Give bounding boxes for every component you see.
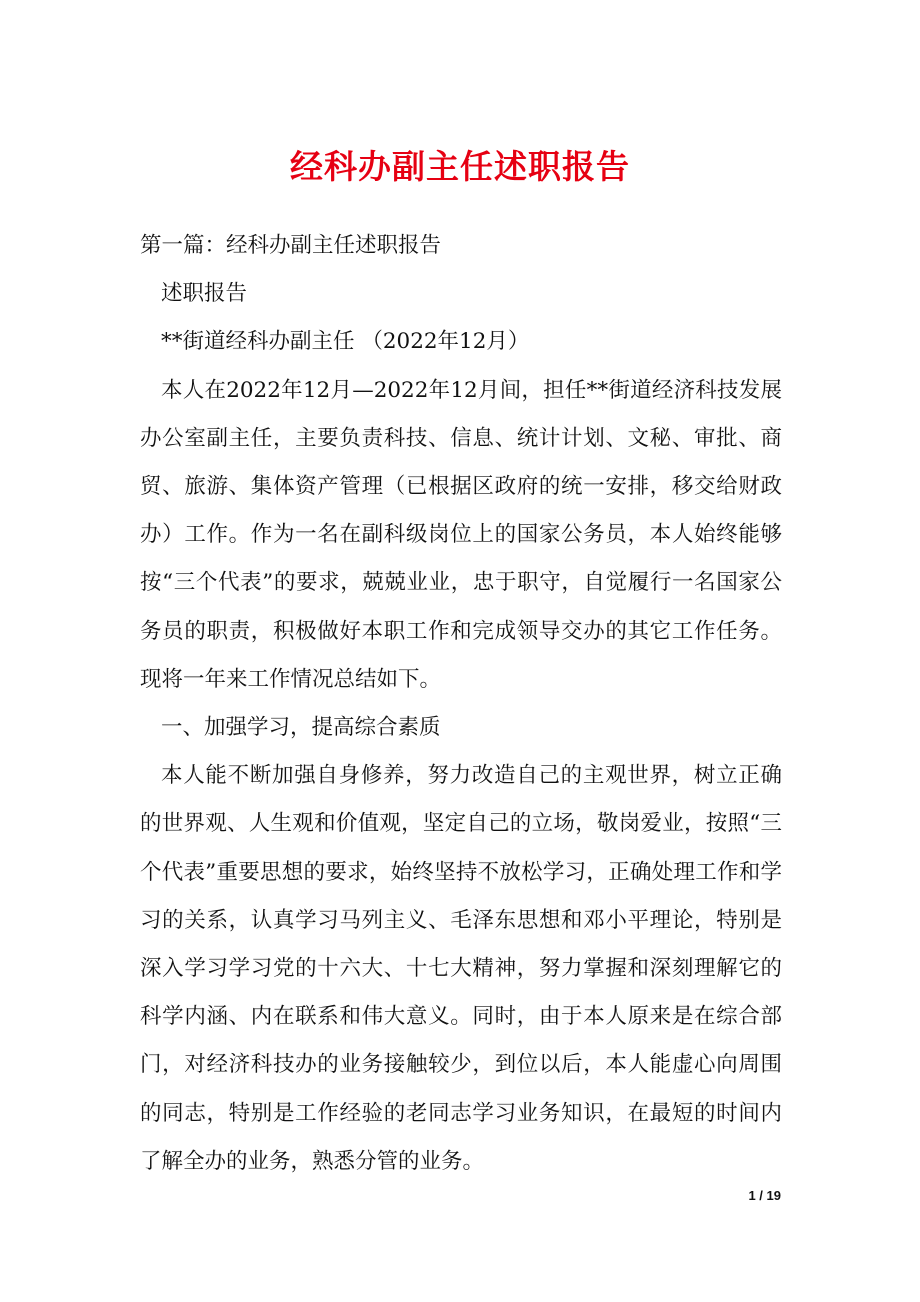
body-paragraph: 本人能不断加强自身修养，努力改造自己的主观世界，树立正确的世界观、人生观和价值观，坚定自己的立场，敬岗爱业，按照“三个代表”重要思想的要求，始终坚持不放松学习，正确处理工作和学习的关系，认真学习马列主义、毛泽东思想和邓小平理论，特别是深入学习学习党的十六大、十七大精神，努力掌握和深刻理解它的科学内涵、内在联系和伟大意义。同时，由于本人原来是在综合部门，对经济科技办的业务接触较少，到位以后，本人能虚心向周围的同志，特别是工作经验的老同志学习业务知识，在最短的时间内了解全办的业务，熟悉分管的业务。: [140, 763, 782, 1174]
section-heading: 一、加强学习，提高综合素质: [161, 715, 441, 741]
body-paragraph: 本人在2022年12月—2022年12月间，担任**街道经济科技发展办公室副主任，主要负责科技、信息、统计计划、文秘、审批、商贸、旅游、集体资产管理（已根据区政府的统一安排，移交给财政办）工作。作为一名在副科级岗位上的国家公务员，本人始终能够按“三个代表”的要求，兢兢业业，忠于职守，自觉履行一名国家公务员的职责，积极做好本职工作和完成领导交办的其它工作任务。现将一年来工作情况总结如下。: [140, 377, 782, 692]
page-number: 1 / 19: [748, 1188, 781, 1203]
section-heading: 第一篇：经科办副主任述职报告: [140, 233, 442, 258]
document-title: 经科办副主任述职报告: [290, 147, 630, 186]
author-line: **街道经科办副主任 （2022年12月）: [161, 329, 530, 355]
subheading: 述职报告: [161, 281, 248, 307]
document-body: [140, 222, 782, 1186]
